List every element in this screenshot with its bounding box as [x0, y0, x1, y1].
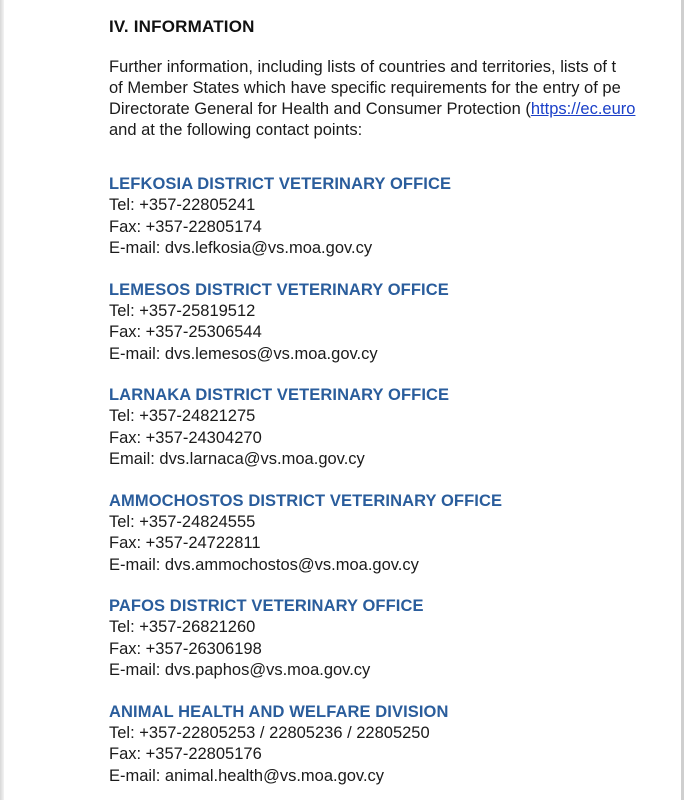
office-email: E-mail: dvs.lefkosia@vs.moa.gov.cy: [109, 239, 373, 257]
office-animal-health: [109, 702, 684, 788]
office-name: AMMOCHOSTOS DISTRICT VETERINARY OFFICE: [109, 491, 503, 510]
intro-line-4: and at the following contact points:: [109, 121, 363, 139]
intro-line-2: of Member States which have specific requirements for the entry of pe: [109, 79, 621, 97]
office-tel: Tel: +357-22805241: [109, 196, 256, 214]
office-email: E-mail: animal.health@vs.moa.gov.cy: [109, 766, 385, 785]
office-name: LEFKOSIA DISTRICT VETERINARY OFFICE: [109, 175, 452, 193]
office-fax: Fax: +357-24722811: [109, 534, 261, 552]
office-larnaka: [109, 385, 684, 471]
office-name: PAFOS DISTRICT VETERINARY OFFICE: [109, 597, 424, 615]
contact-points-list: [109, 174, 684, 787]
page-left-edge: [0, 0, 4, 800]
office-email: Email: dvs.larnaca@vs.moa.gov.cy: [109, 450, 365, 468]
office-lemesos: [109, 280, 684, 366]
ec-europa-link[interactable]: https://ec.euro: [530, 100, 636, 118]
document-content: [109, 16, 684, 800]
office-name: ANIMAL HEALTH AND WELFARE DIVISION: [109, 702, 449, 721]
office-email: E-mail: dvs.paphos@vs.moa.gov.cy: [109, 661, 371, 679]
office-pafos: [109, 596, 684, 682]
office-tel: Tel: +357-25819512: [109, 301, 256, 320]
office-ammochostos: [109, 491, 684, 577]
office-tel: Tel: +357-24824555: [109, 512, 256, 531]
intro-line-3: [109, 99, 684, 120]
office-fax: Fax: +357-24304270: [109, 428, 262, 447]
office-tel: Tel: +357-24821275: [109, 407, 256, 425]
office-lefkosia: [109, 174, 684, 260]
office-tel: Tel: +357-26821260: [109, 618, 256, 636]
intro-line-1: Further information, including lists of countries and territories, lists of t: [109, 58, 617, 76]
intro-line-3-text: Directorate General for Health and Consumer Protection (: [109, 100, 531, 118]
section-title: IV. INFORMATION: [109, 17, 255, 36]
office-fax: Fax: +357-22805176: [109, 745, 262, 763]
office-fax: Fax: +357-25306544: [109, 323, 262, 341]
office-fax: Fax: +357-22805174: [109, 217, 262, 236]
office-tel: Tel: +357-22805253 / 22805236 / 22805250: [109, 723, 430, 742]
office-fax: Fax: +357-26306198: [109, 639, 262, 658]
office-email: E-mail: dvs.lemesos@vs.moa.gov.cy: [109, 344, 378, 363]
office-name: LEMESOS DISTRICT VETERINARY OFFICE: [109, 280, 449, 299]
office-name: LARNAKA DISTRICT VETERINARY OFFICE: [109, 386, 450, 404]
office-email: E-mail: dvs.ammochostos@vs.moa.gov.cy: [109, 555, 419, 574]
intro-paragraph: [109, 57, 684, 141]
